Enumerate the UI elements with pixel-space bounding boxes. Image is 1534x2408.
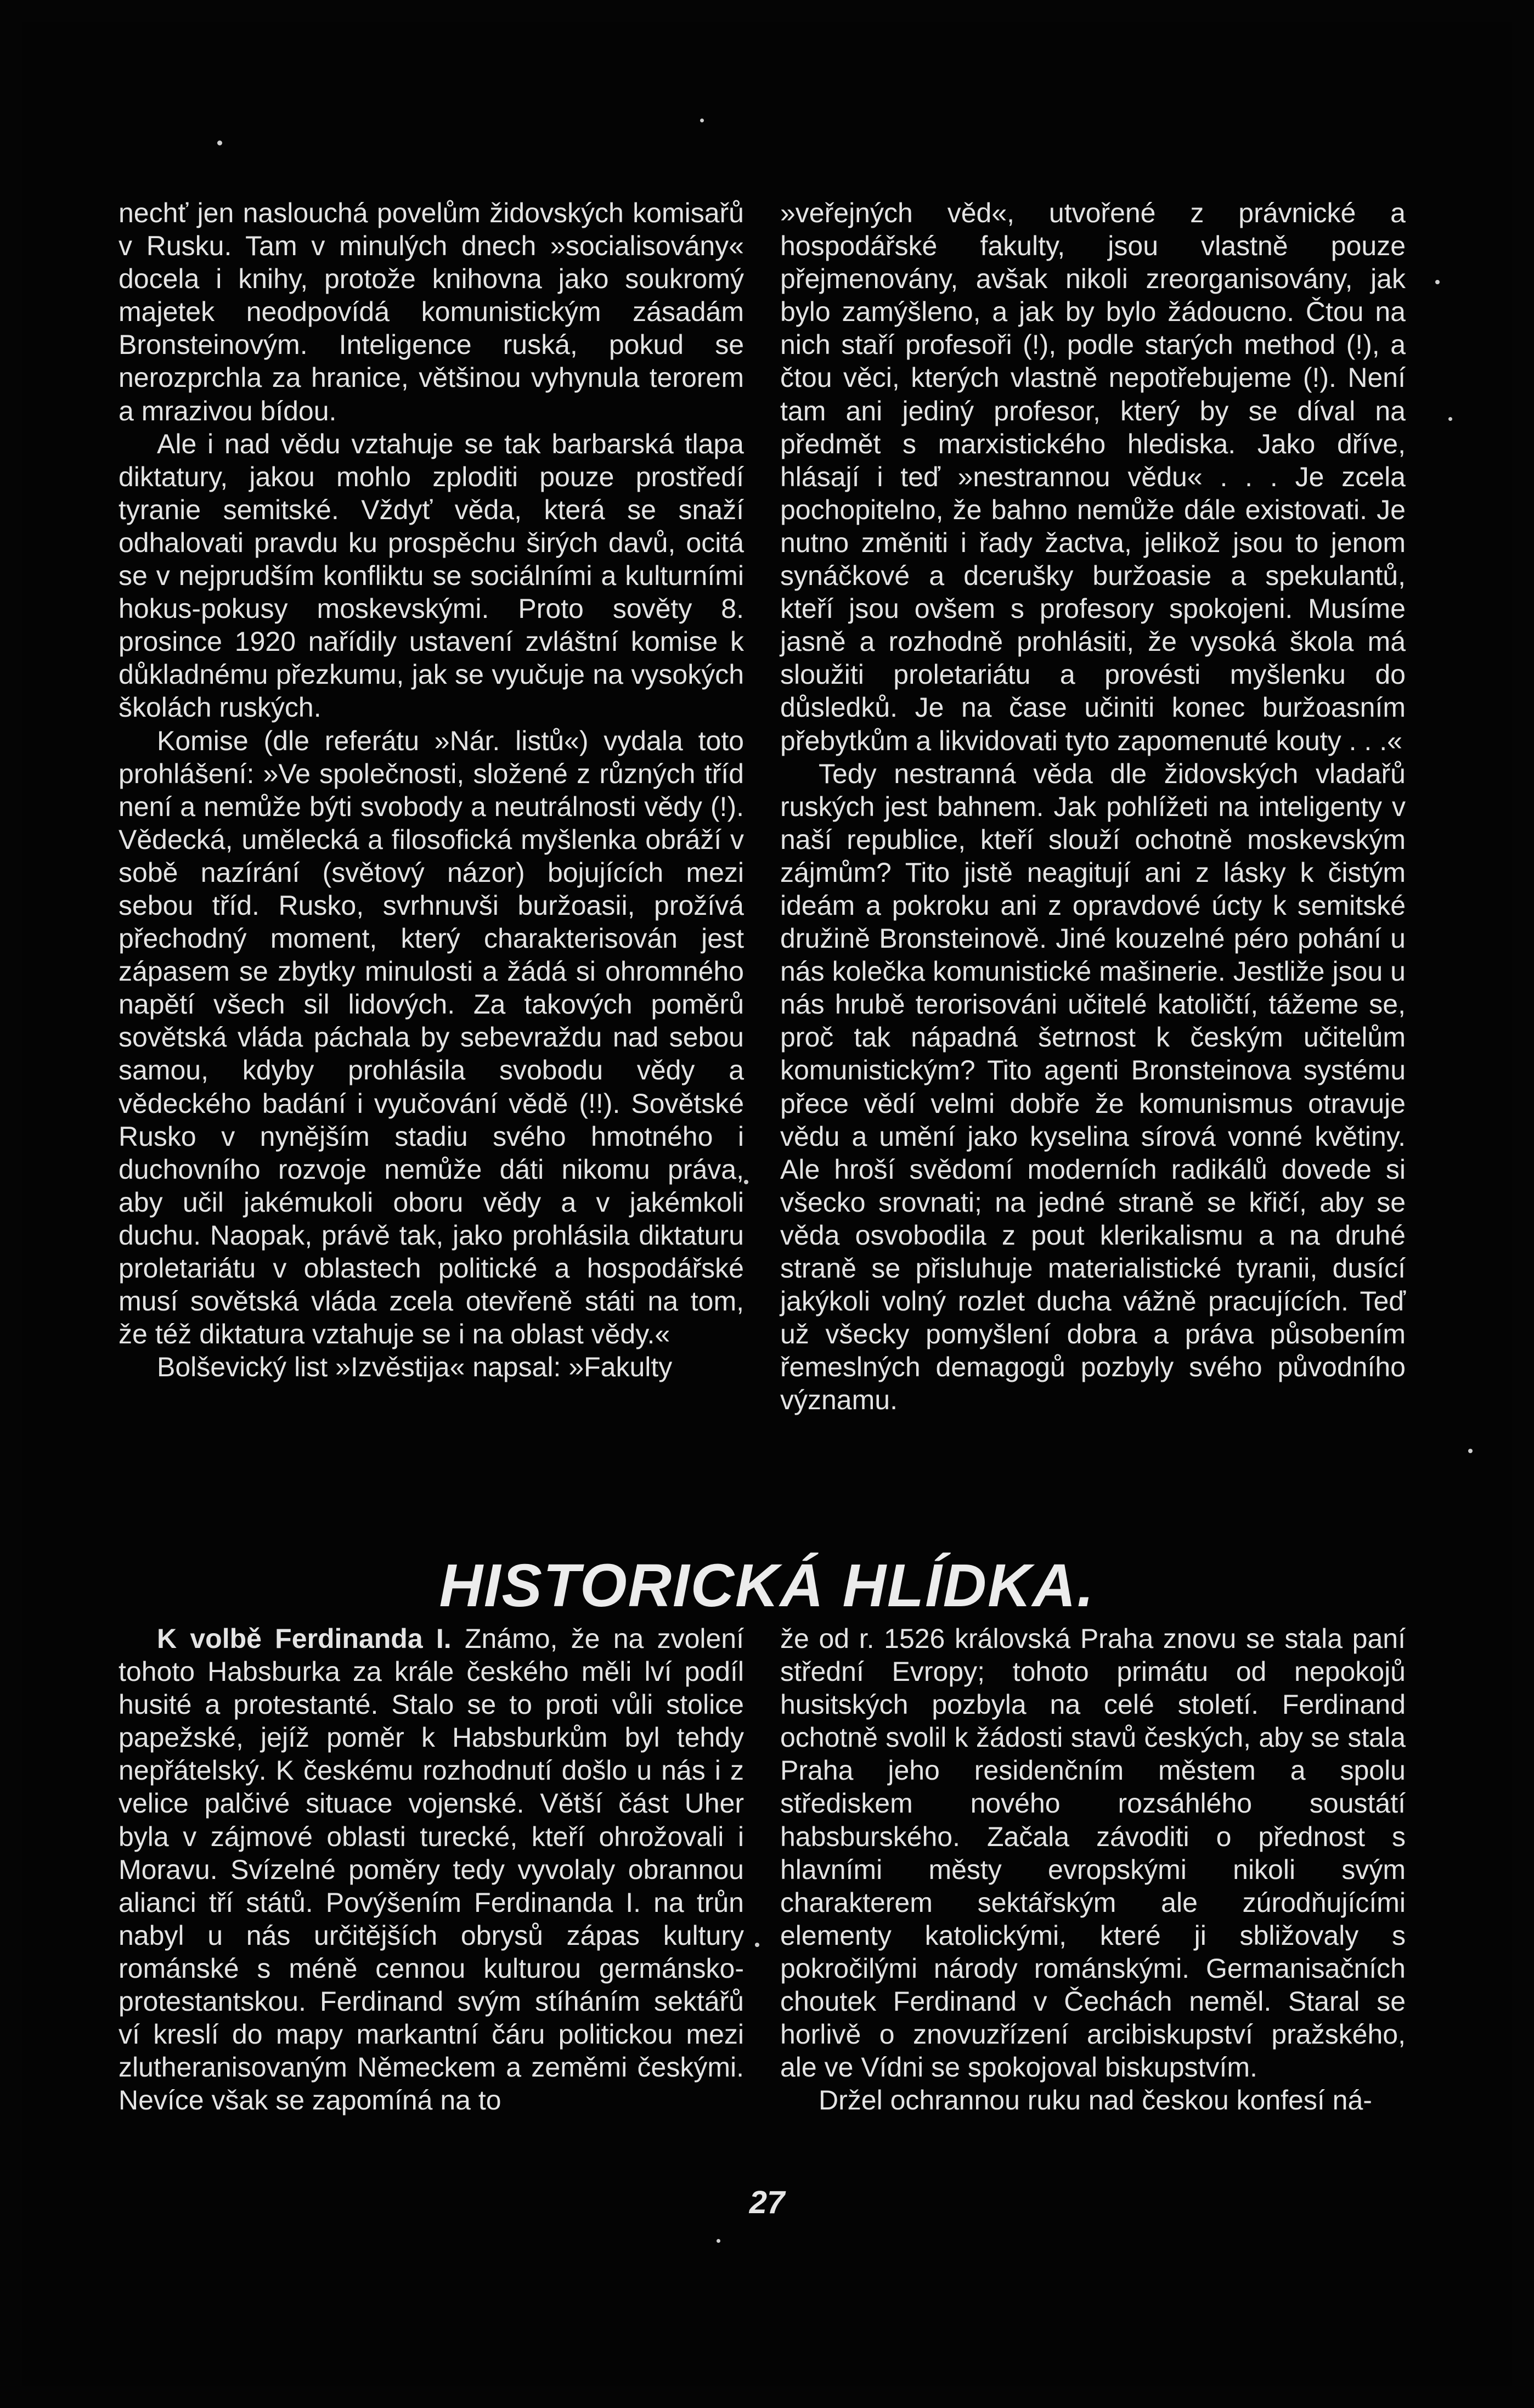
print-speck bbox=[217, 140, 222, 145]
print-speck bbox=[1435, 280, 1440, 284]
paragraph: »veřejných věd«, utvořené z právnické a hospodářské fakulty, jsou vlastně pouze přejmenovány, avšak nikoli zreorganisovány, jak bylo zamýšleno, a jak by bylo žádoucno. Čtou na nich staří profesoři (!), podle starých method (!), a čtou věci, kterých vlastně nepotřebujeme (!). Není tam ani jediný profesor, který by se díval na předmět s marxistického hlediska. Jako dříve, hlásají i teď »nestrannou vědu« . . . Je zcela pochopitelno, že bahno nemůže dále existovati. Je nutno změniti i řady žactva, jelikož jsou to jenom synáčkové a dcerušky buržoasie a spekulantů, kteří jsou ovšem s profesory spokojeni. Musíme jasně a rozhodně prohlásiti, že vysoká škola má sloužiti proletariátu a provésti myšlenku do důsledků. Je na čase učiniti konec buržoasním přebytkům a likvidovati tyto zapomenuté kouty . . .« bbox=[780, 198, 1406, 756]
section-heading: HISTORICKÁ HLÍDKA. bbox=[439, 1552, 1095, 1619]
top-article-right-column bbox=[780, 196, 1406, 1416]
paragraph: Bolševický list »Izvěstija« napsal: »Fakulty bbox=[157, 1352, 673, 1383]
bottom-article-right-column bbox=[780, 1622, 1406, 2117]
paragraph bbox=[119, 1622, 744, 2117]
print-speck bbox=[744, 1180, 748, 1184]
paragraph: Komise (dle referátu »Nár. listů«) vydala toto prohlášení: »Ve společnosti, složené z různých tříd není a nemůže býti svobody a neutrálnosti vědy (!). Vědecká, umělecká a filosofická myšlenka obráží v sobě nazírání (světový názor) bojujících mezi sebou tříd. Rusko, svrhnuvši buržoasii, prožívá přechodný moment, který charakterisován jest zápasem se zbytky minulosti a žádá si ohromného napětí všech sil lidových. Za takových poměrů sovětská vláda páchala by sebevraždu nad sebou samou, kdyby prohlásila svobodu vědy a vědeckého badání i vyučování vědě (!!). Sovětské Rusko v nynějším stadiu svého hmotného i duchovního rozvoje nemůže dáti nikomu práva, aby učil jakémukoli oboru vědy a v jakémkoli duchu. Naopak, právě tak, jako prohlásila diktaturu proletariátu v oblastech politické a hospodářské musí sovětská vláda zcela otevřeně státi na tom, že též diktatura vztahuje se i na oblast vědy.« bbox=[119, 725, 744, 1350]
paragraph: nechť jen naslouchá povelům židovských komisařů v Rusku. Tam v minulých dnech »socialisovány« docela i knihy, protože knihovna jako soukromý majetek neodpovídá komunistickým zásadám Bronsteinovým. Inteligence ruská, pokud se nerozprchla za hranice, většinou vyhynula terorem a mrazivou bídou. bbox=[119, 198, 744, 426]
paragraph: Držel ochrannou ruku nad českou konfesí ná- bbox=[819, 2085, 1372, 2116]
print-speck bbox=[700, 119, 704, 122]
paragraph: Tedy nestranná věda dle židovských vladařů ruských jest bahnem. Jak pohlížeti na inteligenty v naší republice, kteří slouží ochotně moskevským zájmům? Tito jistě neagitují ani z lásky k čistým ideám a pokroku ani z opravdové úcty k semitské družině Bronsteinově. Jiné kouzelné péro pohání u nás kolečka komunistické mašinerie. Jestliže jsou u nás hrubě terorisováni učitelé katoličtí, tážeme se, proč tak nápadná šetrnost k českým učitelům komunistickým? Tito agenti Bronsteinova systému přece vědí velmi dobře že komunismus otravuje vědu a umění jako kyselina sírová vonné květiny. Ale hroší svědomí moderních radikálů dovede si všecko srovnati; na jedné straně se křičí, aby se věda osvobodila z pout klerikalismu a na druhé straně se přisluhuje materialistické tyranii, dusící jakýkoli volný rozlet ducha vážně pracujících. Teď už všecky pomyšlení dobra a práva působením řemeslných demagogů pozbyly svého původního významu. bbox=[780, 758, 1406, 1416]
top-article-left-column bbox=[119, 196, 744, 1383]
print-speck bbox=[1468, 1449, 1473, 1453]
paragraph: Ale i nad vědu vztahuje se tak barbarská tlapa diktatury, jakou mohlo zploditi pouze prostředí tyranie semitské. Vždyť věda, která se snaží odhalovati pravdu ku prospěchu širých davů, ocitá se v nejprudším konfliktu se sociálními a kulturními hokus-pokusy moskevskými. Proto sověty 8. prosince 1920 nařídily ustavení zvláštní komise k důkladnému přezkumu, jak se vyučuje na vysokých školách ruských. bbox=[119, 428, 744, 723]
article-title: K volbě Ferdinanda I. bbox=[157, 1623, 452, 1654]
paragraph: že od r. 1526 královská Praha znovu se stala paní střední Evropy; tohoto primátu od nepokojů husitských pozbyla na celé století. Ferdinand ochotně svolil k žádosti stavů českých, aby se stala Praha jeho residenčním městem a spolu střediskem nového rozsáhlého soustátí habsburského. Začala závoditi o přednost s hlavními městy evropskými nikoli svým charakterem sektářským ale zúrodňujícími elementy katolickými, které ji sbližovaly s pokročilými národy románskými. Germanisačních choutek Ferdinand v Čechách neměl. Staral se horlivě o znovuzřízení arcibiskupství pražského, ale ve Vídni se spokojoval biskupstvím. bbox=[780, 1623, 1406, 2083]
print-speck bbox=[1448, 417, 1452, 421]
print-speck bbox=[755, 1943, 759, 1947]
bottom-article-left-column bbox=[119, 1622, 744, 2117]
page-number: 27 bbox=[749, 2185, 785, 2220]
print-speck bbox=[717, 2239, 720, 2243]
scanned-page bbox=[22, 22, 1512, 2386]
paragraph-text: Známo, že na zvolení tohoto Habsburka za krále českého měli lví podíl husité a protestanté. Stalo se to proti vůli stolice papežské, jejíž poměr k Habsburkům byl tehdy nepřátelský. K českému rozhodnutí došlo u nás i z velice palčivé situace vojenské. Větší část Uher byla v zájmové oblasti turecké, kteří ohrožovali i Moravu. Svízelné poměry tedy vyvolaly obrannou alianci tří států. Povýšením Ferdinanda I. na trůn nabyl u nás určitějších obrysů zápas kultury románské s méně cennou kulturou germánsko-protestantskou. Ferdinand svým stíháním sektářů ví kreslí do mapy markantní čáru politickou mezi zlutheranisovaným Německem a zeměmi českými. Nevíce však se zapomíná na to bbox=[119, 1623, 745, 2116]
